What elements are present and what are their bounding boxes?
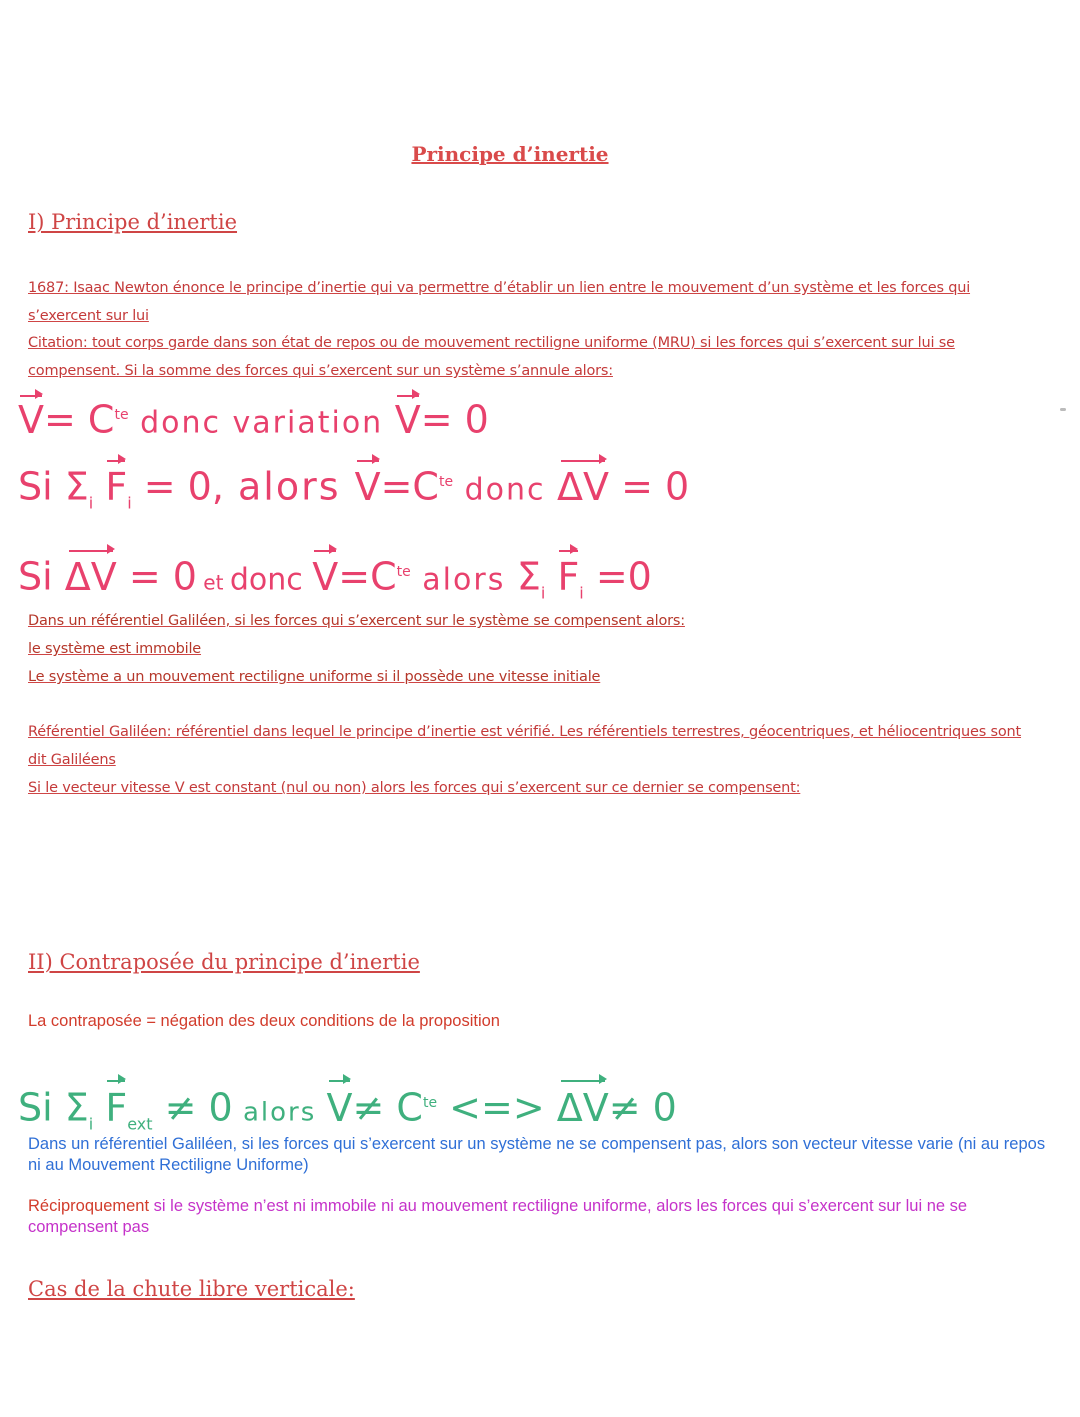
reciproque-paragraph (28, 1196, 1058, 1238)
si-text: Si (18, 1085, 65, 1130)
condition-immobile: le système est immobile (28, 641, 202, 657)
donc-text: donc (229, 562, 313, 598)
constant-superscript: te (114, 407, 129, 423)
equals-zero-vector: =0 (583, 554, 652, 599)
reciproque-word: Réciproquement (28, 1197, 150, 1215)
equals-zero-vector: = 0, (131, 464, 224, 509)
not-equal-zero: ≠ 0 (608, 1085, 677, 1130)
vector-f: F (557, 550, 579, 604)
vector-delta-v: ΔV (557, 1080, 609, 1136)
equivalence-symbol: <=> (437, 1085, 557, 1130)
not-equal-constant: ≠ C (352, 1085, 423, 1130)
constant-superscript: te (422, 1095, 438, 1111)
stray-mark (1060, 408, 1066, 411)
vector-f: F (105, 1080, 127, 1136)
equals-zero-vector: = 0 (609, 464, 690, 509)
contraposee-explanation: Dans un référentiel Galiléen, si les forces qui s’exercent sur un système ne se compensent pas, alors son vecteur vitesse varie (ni au repos ni au Mouvement Rectiligne Uniforme) (28, 1135, 1046, 1174)
sum-symbol: Σ (64, 1085, 89, 1130)
section-1-heading: I) Principe d’inertie (28, 210, 238, 234)
section-2-heading: II) Contraposée du principe d’inertie (28, 950, 420, 974)
equals-zero-vector: = 0 (116, 554, 197, 599)
donc-variation-text: donc variation (128, 405, 395, 441)
not-equal-zero: ≠ 0 (152, 1085, 233, 1130)
newton-statement: 1687: Isaac Newton énonce le principe d’inertie qui va permettre d’établir un lien entre le mouvement d’un système et les forces qui s’exercent sur lui (28, 280, 971, 324)
alors-text: alors (223, 464, 355, 509)
constant-superscript: te (396, 564, 411, 580)
vector-v: V (312, 550, 338, 604)
alors-text: alors (410, 562, 517, 598)
equals-constant: =C (380, 464, 439, 509)
constant-velocity-statement: Si le vecteur vitesse V est constant (nul ou non) alors les forces qui s’exercent sur ce dernier se compensent: (28, 780, 801, 796)
galilean-frame-definition: Référentiel Galiléen: référentiel dans lequel le principe d’inertie est vérifié. Les référentiels terrestres, géocentriques, et héliocentriques sont dit Galiléens (28, 724, 1022, 768)
vector-v: V (355, 460, 381, 514)
vector-v: V (395, 395, 421, 445)
force-index: i (579, 583, 584, 603)
equals-zero-vector: = 0 (420, 397, 489, 442)
sum-symbol: Σ (64, 464, 89, 509)
vector-v: V (327, 1080, 353, 1136)
sum-index: i (88, 493, 94, 513)
vector-delta-v: ΔV (65, 550, 117, 604)
vector-v: V (18, 395, 44, 445)
vector-f: F (105, 460, 127, 514)
et-text: et (196, 570, 230, 595)
vector-delta-v: ΔV (557, 460, 609, 514)
alors-text: alors (232, 1097, 327, 1128)
handwritten-equation-2 (18, 455, 689, 530)
force-index: i (127, 493, 132, 513)
contraposee-definition: La contraposée = négation des deux conditions de la proposition (28, 1012, 500, 1030)
sum-index: i (88, 1114, 94, 1134)
si-text: Si (18, 554, 65, 599)
reciproque-rest: si le système n’est ni immobile ni au mouvement rectiligne uniforme, alors les forces qui s’exercent sur lui ne se compensent pas (28, 1197, 968, 1236)
condition-mru: Le système a un mouvement rectiligne uniforme si il possède une vitesse initiale (28, 669, 601, 685)
sum-index: i (540, 583, 546, 603)
equals-constant: = C (44, 397, 115, 442)
handwritten-equation-1 (18, 390, 489, 449)
page-title: Principe d’inertie (411, 142, 609, 166)
force-index: ext (127, 1114, 153, 1134)
galileen-intro: Dans un référentiel Galiléen, si les forces qui s’exercent sur le système se compensent alors: (28, 613, 685, 629)
si-text: Si (18, 464, 65, 509)
citation-paragraph: Citation: tout corps garde dans son état de repos ou de mouvement rectiligne uniforme (MRU) si les forces qui s’exercent sur lui se compensent. Si la somme des forces qui s’exercent sur un système s’annule alors: (28, 335, 955, 379)
equals-constant: =C (338, 554, 397, 599)
section-3-heading: Cas de la chute libre verticale: (28, 1277, 355, 1301)
constant-superscript: te (438, 474, 454, 490)
sum-symbol: Σ (516, 554, 541, 599)
donc-text: donc (453, 472, 558, 508)
